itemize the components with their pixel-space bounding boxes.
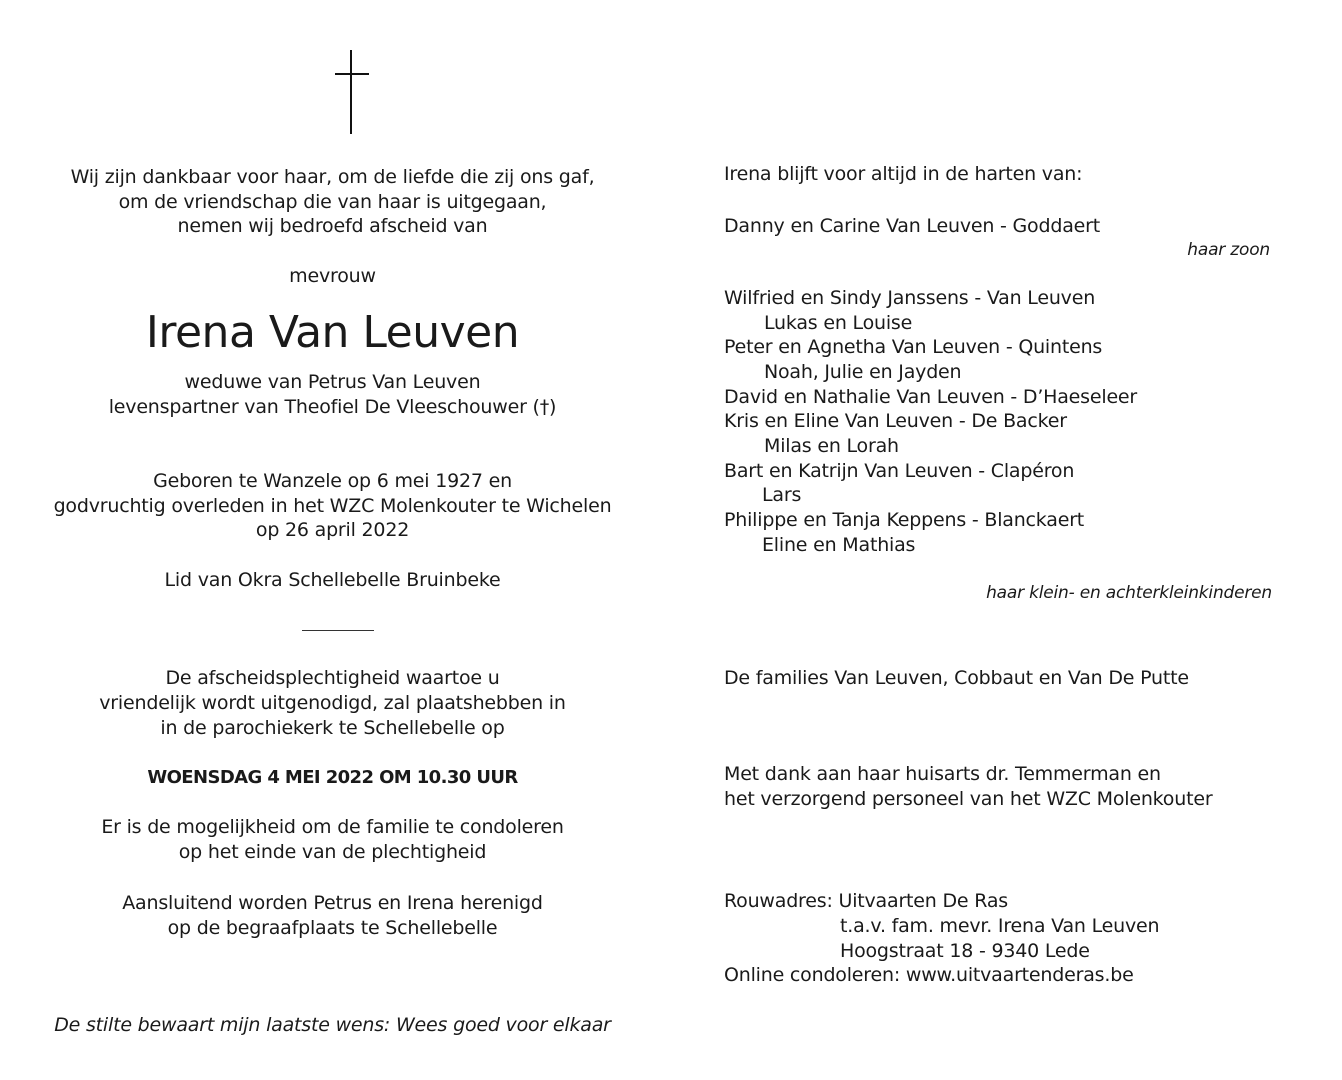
family-line: Noah, Julie en Jayden	[764, 361, 962, 383]
burial-line-1: Aansluitend worden Petrus en Irena herenigd	[122, 892, 543, 914]
mourners-heading: Irena blijft voor altijd in de harten van:	[724, 163, 1083, 185]
families-line: De families Van Leuven, Cobbaut en Van De Putte	[724, 667, 1189, 689]
family-line: Wilfried en Sindy Janssens - Van Leuven	[724, 287, 1096, 309]
family-line: Lars	[762, 484, 802, 506]
address-line-2: Hoogstraat 18 - 9340 Lede	[840, 940, 1090, 962]
ceremony-line-1: De afscheidsplechtigheid waartoe u	[165, 667, 500, 689]
son-role: haar zoon	[1187, 240, 1270, 260]
cross-icon	[335, 50, 369, 134]
thanks-line-1: Met dank aan haar huisarts dr. Temmerman en	[724, 763, 1161, 785]
family-line: Peter en Agnetha Van Leuven - Quintens	[724, 336, 1103, 358]
ceremony-date: WOENSDAG 4 MEI 2022 OM 10.30 UUR	[147, 767, 518, 788]
ceremony-line-3: in de parochiekerk te Schellebelle op	[160, 717, 505, 739]
ceremony-line-2: vriendelijk wordt uitgenodigd, zal plaatshebben in	[99, 692, 566, 714]
intro-line-1: Wij zijn dankbaar voor haar, om de liefde die zij ons gaf,	[70, 166, 595, 188]
family-line: David en Nathalie Van Leuven - D’Haeseleer	[724, 386, 1138, 408]
condolence-line-1: Er is de mogelijkheid om de familie te condoleren	[101, 816, 564, 838]
membership: Lid van Okra Schellebelle Bruinbeke	[164, 569, 501, 591]
address-label: Rouwadres: Uitvaarten De Ras	[724, 890, 1008, 912]
intro-line-3: nemen wij bedroefd afscheid van	[177, 215, 488, 237]
intro-line-2: om de vriendschap die van haar is uitgegaan,	[118, 191, 547, 213]
address-line-1: t.a.v. fam. mevr. Irena Van Leuven	[840, 915, 1160, 937]
thanks-line-2: het verzorgend personeel van het WZC Molenkouter	[724, 788, 1213, 810]
family-line: Philippe en Tanja Keppens - Blanckaert	[724, 509, 1085, 531]
burial-line-2: op de begraafplaats te Schellebelle	[167, 917, 498, 939]
closing-quote: De stilte bewaart mijn laatste wens: Wees goed voor elkaar	[54, 1014, 611, 1036]
online-condolence: Online condoleren: www.uitvaartenderas.be	[724, 964, 1134, 986]
family-line: Milas en Lorah	[764, 435, 899, 457]
birth-line: Geboren te Wanzele op 6 mei 1927 en	[153, 470, 512, 492]
deceased-name: Irena Van Leuven	[145, 307, 520, 358]
death-line: godvruchtig overleden in het WZC Molenkouter te Wichelen	[53, 495, 612, 517]
condolence-line-2: op het einde van de plechtigheid	[178, 841, 487, 863]
relation-widow: weduwe van Petrus Van Leuven	[184, 371, 481, 393]
grandchildren-role: haar klein- en achterkleinkinderen	[986, 583, 1272, 603]
relation-partner: levenspartner van Theofiel De Vleeschouwer (†)	[108, 396, 557, 418]
family-line: Kris en Eline Van Leuven - De Backer	[724, 410, 1067, 432]
death-date: op 26 april 2022	[255, 519, 410, 541]
son-line: Danny en Carine Van Leuven - Goddaert	[724, 215, 1100, 237]
divider	[302, 630, 374, 631]
family-line: Bart en Katrijn Van Leuven - Clapéron	[724, 460, 1075, 482]
family-line: Eline en Mathias	[762, 534, 916, 556]
family-line: Lukas en Louise	[764, 312, 913, 334]
honorific: mevrouw	[289, 265, 376, 287]
